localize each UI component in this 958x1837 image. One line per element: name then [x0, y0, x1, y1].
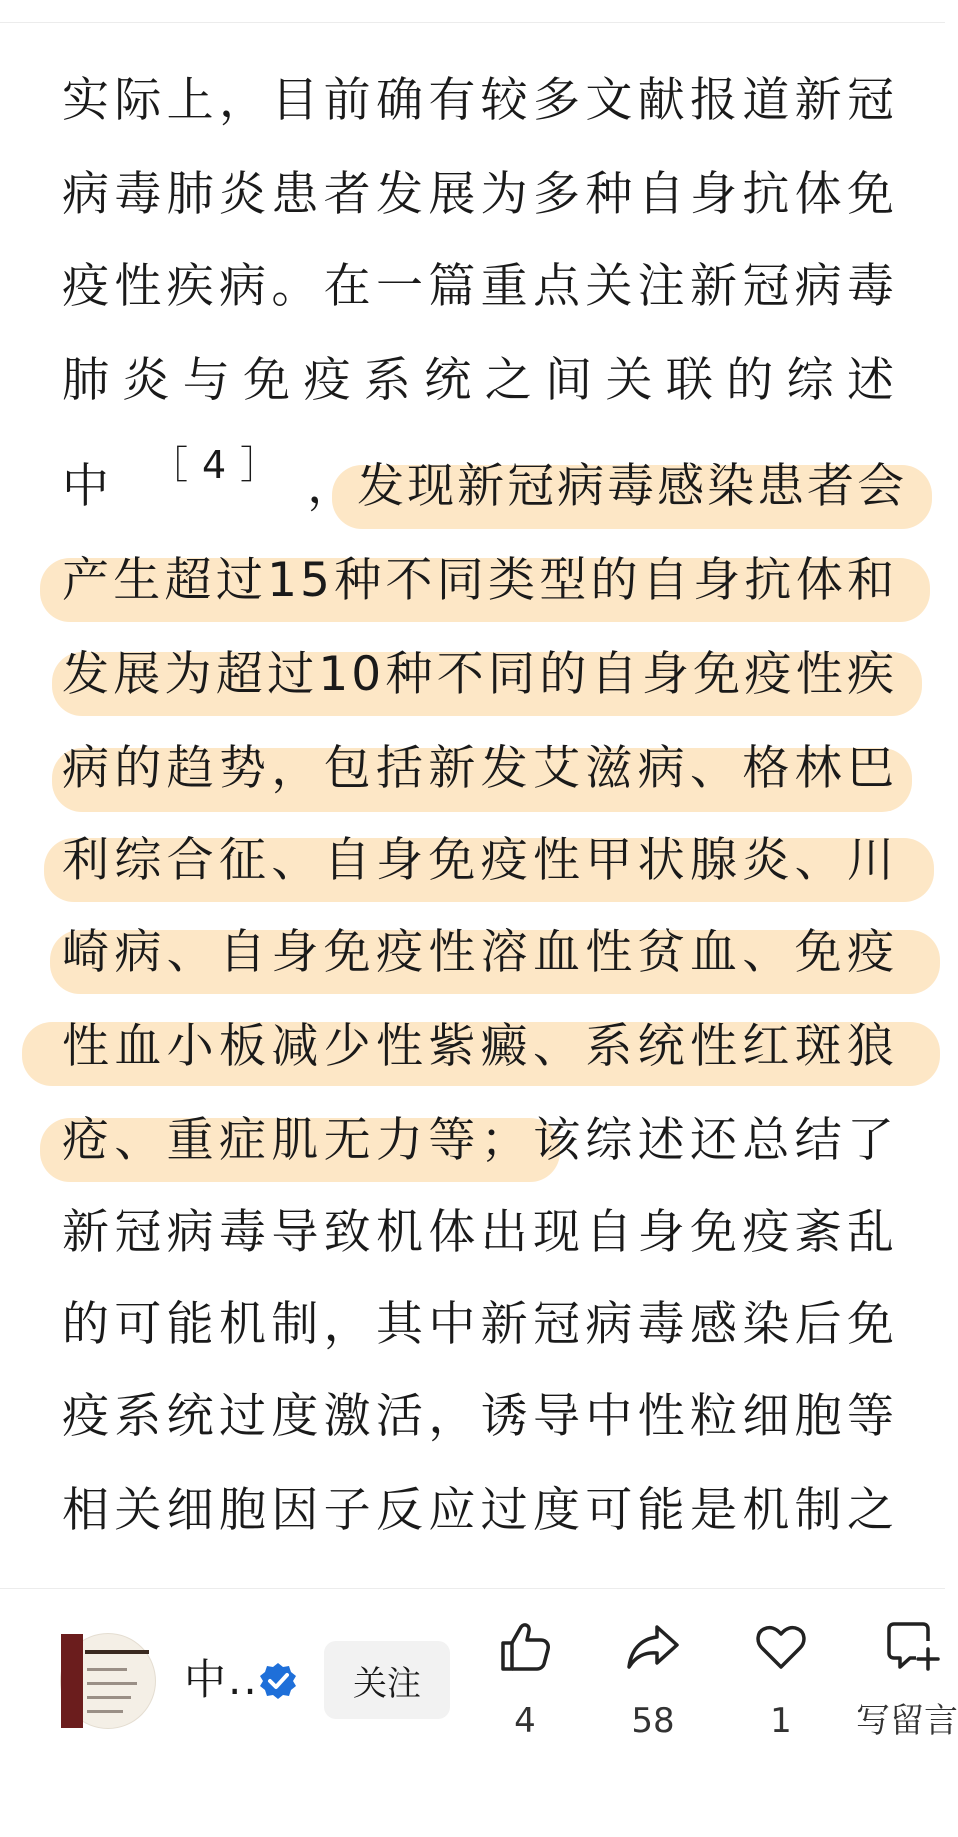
thumbs-up-icon — [497, 1619, 553, 1675]
article-line — [62, 440, 908, 534]
article-line: 实际上，目前确有较多文献报道新冠 — [62, 73, 897, 128]
article-line: 的可能机制，其中新冠病毒感染后免 — [62, 1297, 897, 1352]
author-name[interactable]: 中.. — [184, 1655, 259, 1704]
article-line: 性血小板减少性紫癜、系统性红斑狼 — [62, 1019, 897, 1074]
article-body — [0, 48, 945, 1578]
top-divider — [0, 0, 945, 23]
comment-label: 写留言 — [856, 1701, 958, 1741]
comment-button[interactable] — [856, 1619, 956, 1749]
bottom-action-bar — [0, 1588, 958, 1759]
share-arrow-icon — [625, 1619, 681, 1675]
article-line: 产生超过15种不同类型的自身抗体和 — [62, 553, 897, 608]
article-line: 发展为超过10种不同的自身免疫性疾 — [62, 647, 897, 702]
article-line: 崎病、自身免疫性溶血性贫血、免疫 — [62, 925, 897, 980]
verified-badge-icon — [258, 1661, 298, 1701]
article-line: 病的趋势，包括新发艾滋病、格林巴 — [62, 741, 897, 796]
article-line: 疫系统过度激活，诱导中性粒细胞等 — [62, 1389, 897, 1444]
share-button[interactable] — [598, 1619, 708, 1749]
share-count: 58 — [631, 1701, 675, 1741]
bottom-safe-area — [0, 1758, 945, 1837]
article-text: ，发现新冠病毒感染患者会 — [307, 459, 908, 514]
article-line: 相关细胞因子反应过度可能是机制之 — [62, 1483, 897, 1538]
comment-add-icon — [884, 1619, 940, 1675]
article-line: 利综合征、自身免疫性甲状腺炎、川 — [62, 833, 897, 888]
heart-icon — [753, 1619, 809, 1675]
follow-button[interactable]: 关注 — [324, 1641, 450, 1719]
favorite-count: 1 — [770, 1701, 792, 1741]
favorite-button[interactable] — [726, 1619, 836, 1749]
avatar[interactable] — [60, 1633, 156, 1729]
article-line: 疫性疾病。在一篇重点关注新冠病毒 — [62, 259, 897, 314]
like-button[interactable] — [470, 1619, 580, 1749]
article-line: 疮、重症肌无力等；该综述还总结了 — [62, 1113, 897, 1168]
article-line: 肺炎与免疫系统之间关联的综述 — [62, 353, 897, 408]
article-line: 新冠病毒导致机体出现自身免疫紊乱 — [62, 1205, 897, 1260]
article-line: 病毒肺炎患者发展为多种自身抗体免 — [62, 167, 897, 222]
reference-marker[interactable]: ［4］ — [150, 443, 274, 487]
article-text: 中 — [62, 459, 112, 514]
like-count: 4 — [514, 1701, 536, 1741]
